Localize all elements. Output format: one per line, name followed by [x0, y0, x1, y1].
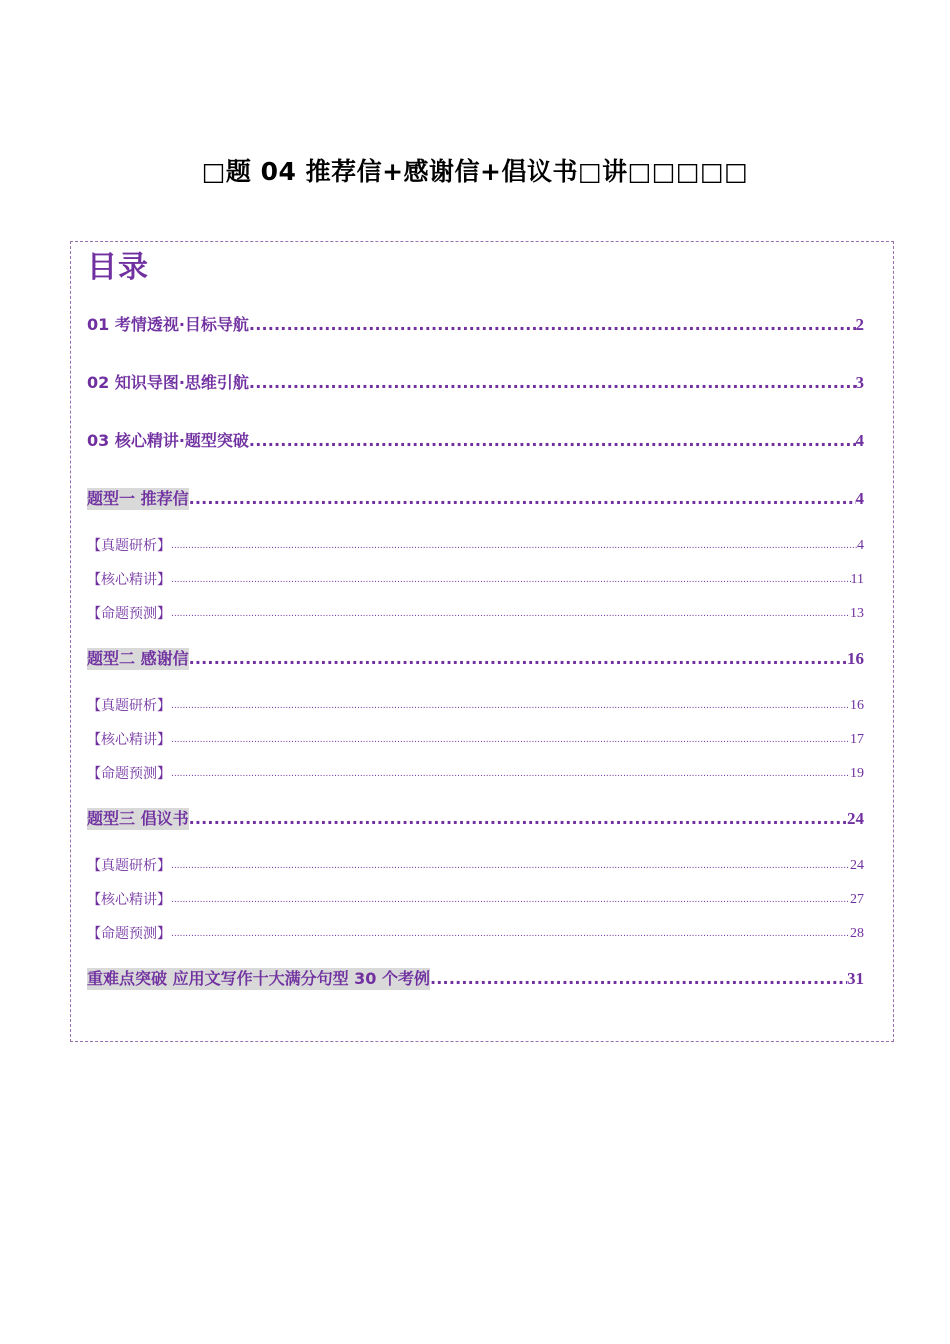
- toc-leader: [171, 924, 850, 944]
- toc-entry-label: 【命题预测】: [87, 606, 171, 622]
- toc-subentry[interactable]: [87, 924, 864, 944]
- toc-subentry[interactable]: [87, 696, 864, 716]
- toc-entry-label: 【核心精讲】: [87, 892, 171, 908]
- toc-entry-page: 19: [850, 766, 864, 781]
- toc-subentry[interactable]: [87, 764, 864, 784]
- toc-entry-overview[interactable]: [87, 314, 864, 336]
- toc-leader: [171, 890, 850, 910]
- toc-entry-page: 27: [850, 892, 864, 907]
- toc-subentry[interactable]: [87, 890, 864, 910]
- toc-entry-label: 【核心精讲】: [87, 732, 171, 748]
- toc-leader: [189, 488, 856, 510]
- toc-subentry[interactable]: [87, 604, 864, 624]
- toc-subentry[interactable]: [87, 730, 864, 750]
- toc-entry-label: 重难点突破 应用文写作十大满分句型 30 个考例: [87, 969, 430, 988]
- toc-leader: [430, 968, 847, 990]
- toc-entry-page: 28: [850, 926, 864, 941]
- table-of-contents: [70, 241, 894, 1042]
- toc-entry-label: 【命题预测】: [87, 926, 171, 942]
- toc-entry-page: 24: [847, 809, 864, 828]
- toc-leader: [249, 314, 856, 336]
- toc-entry-type-2[interactable]: [87, 648, 864, 670]
- toc-leader: [171, 570, 851, 590]
- toc-entry-page: 31: [847, 969, 864, 988]
- toc-entry-label: 【命题预测】: [87, 766, 171, 782]
- toc-entry-label: 【真题研析】: [87, 538, 171, 554]
- toc-entry-label: 题型三 倡议书: [87, 809, 189, 828]
- toc-entry-page: 2: [855, 315, 864, 334]
- toc-leader: [171, 764, 850, 784]
- toc-leader: [171, 536, 857, 556]
- toc-entry-label: 02 知识导图·思维引航: [87, 373, 249, 392]
- toc-subentry[interactable]: [87, 856, 864, 876]
- toc-entry-label: 03 核心精讲·题型突破: [87, 431, 249, 450]
- toc-heading: 目录: [87, 250, 149, 285]
- toc-entry-page: 16: [850, 698, 864, 713]
- toc-leader: [249, 430, 856, 452]
- toc-entry-core[interactable]: [87, 430, 864, 452]
- toc-entry-label: 题型一 推荐信: [87, 489, 189, 508]
- toc-entry-page: 24: [850, 858, 864, 873]
- toc-leader: [171, 696, 850, 716]
- toc-leader: [171, 730, 850, 750]
- toc-entry-breakthrough[interactable]: [87, 968, 864, 990]
- toc-subentry[interactable]: [87, 536, 864, 556]
- toc-entry-page: 4: [857, 538, 864, 553]
- toc-entry-type-3[interactable]: [87, 808, 864, 830]
- toc-leader: [249, 372, 856, 394]
- toc-entry-page: 4: [855, 489, 864, 508]
- toc-entry-label: 01 考情透视·目标导航: [87, 315, 249, 334]
- toc-entry-label: 题型二 感谢信: [87, 649, 189, 668]
- toc-entry-page: 4: [855, 431, 864, 450]
- page-title: □题 04 推荐信+感谢信+倡议书□讲□□□□□: [201, 157, 749, 186]
- toc-entry-label: 【真题研析】: [87, 698, 171, 714]
- toc-entry-mindmap[interactable]: [87, 372, 864, 394]
- toc-entry-type-1[interactable]: [87, 488, 864, 510]
- toc-leader: [189, 808, 847, 830]
- toc-entry-page: 16: [847, 649, 864, 668]
- toc-entry-label: 【真题研析】: [87, 858, 171, 874]
- toc-entry-page: 3: [855, 373, 864, 392]
- toc-subentry[interactable]: [87, 570, 864, 590]
- toc-entry-page: 17: [850, 732, 864, 747]
- toc-entry-page: 11: [850, 572, 864, 587]
- toc-leader: [171, 604, 850, 624]
- toc-leader: [189, 648, 847, 670]
- toc-entry-page: 13: [850, 606, 864, 621]
- toc-leader: [171, 856, 850, 876]
- toc-entry-label: 【核心精讲】: [87, 572, 171, 588]
